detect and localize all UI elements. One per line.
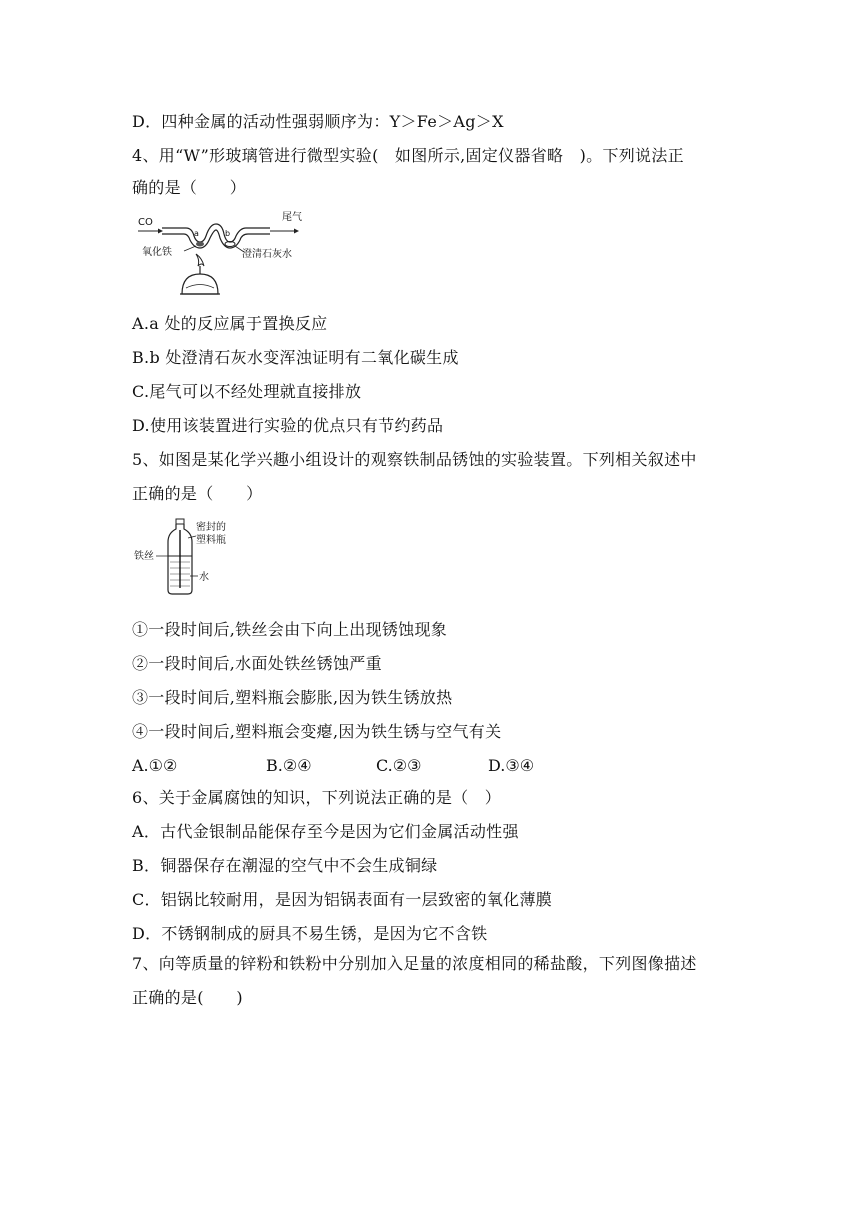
lamp-liquid-line (186, 285, 214, 289)
q5-stem-line1: 5、如图是某化学兴趣小组设计的观察铁制品锈蚀的实验装置。下列相关叙述中 (132, 450, 697, 469)
figure-label-co: CO (138, 217, 153, 228)
q5-option-d: D.③④ (488, 756, 535, 775)
iron-oxide-leader (184, 246, 196, 251)
q6-option-a: A．古代金银制品能保存至今是因为它们金属活动性强 (132, 822, 519, 841)
q7-stem-line2: 正确的是( ) (132, 988, 243, 1007)
q4-stem-line1: 4、用“W”形玻璃管进行微型实验( 如图所示,固定仪器省略 )。下列说法正 (132, 146, 684, 165)
q5-statement-4: ④一段时间后,塑料瓶会变瘪,因为铁生锈与空气有关 (132, 722, 502, 741)
q4-option-a: A.a 处的反应属于置换反应 (132, 314, 328, 333)
iron-wire-bottle-figure (132, 516, 242, 596)
bottle-cap (176, 519, 184, 524)
figure-label-wire: 铁丝 (134, 551, 154, 562)
w-tube-inner (162, 230, 270, 248)
figure-label-tail-gas: 尾气 (282, 212, 302, 223)
flame-icon (196, 254, 204, 266)
q5-statement-1: ①一段时间后,铁丝会由下向上出现锈蚀现象 (132, 620, 448, 639)
q5-option-c: C.②③ (376, 756, 422, 775)
co-arrowhead-icon (158, 229, 163, 234)
figure-label-sealed-1: 密封的 (196, 522, 226, 533)
figure-label-limewater: 澄清石灰水 (242, 249, 292, 260)
q5-statement-2: ②一段时间后,水面处铁丝锈蚀严重 (132, 654, 382, 673)
figure-label-b: b (225, 229, 231, 238)
figure-label-a: a (194, 229, 199, 238)
tail-gas-arrowhead-icon (294, 229, 299, 234)
q6-option-d: D．不锈钢制成的厨具不易生锈，是因为它不含铁 (132, 924, 488, 943)
q5-statement-3: ③一段时间后,塑料瓶会膨胀,因为铁生锈放热 (132, 688, 453, 707)
w-tube-apparatus-figure (132, 208, 322, 300)
q6-option-b: B．铜器保存在潮湿的空气中不会生成铜绿 (132, 856, 438, 875)
w-tube-outer (162, 224, 270, 242)
q5-option-a: A.①② (132, 756, 178, 775)
alcohol-lamp-icon (182, 274, 218, 294)
figure-label-iron-oxide: 氧化铁 (142, 247, 172, 258)
q3-option-d: D．四种金属的活动性强弱顺序为：Y＞Fe＞Ag＞X (132, 112, 504, 131)
figure-label-sealed-2: 塑料瓶 (196, 535, 226, 546)
q5-stem-line2: 正确的是（ ） (132, 484, 263, 503)
q4-stem-line2: 确的是（ ） (132, 178, 247, 197)
q6-option-c: C．铝锅比较耐用，是因为铝锅表面有一层致密的氧化薄膜 (132, 890, 553, 909)
iron-oxide-sample (196, 242, 204, 247)
q6-stem: 6、关于金属腐蚀的知识，下列说法正确的是（ ） (132, 788, 502, 807)
q5-option-b: B.②④ (266, 756, 312, 775)
q4-option-d: D.使用该装置进行实验的优点只有节约药品 (132, 416, 444, 435)
q7-stem-line1: 7、向等质量的锌粉和铁粉中分别加入足量的浓度相同的稀盐酸，下列图像描述 (132, 954, 697, 973)
q4-option-c: C.尾气可以不经处理就直接排放 (132, 382, 362, 401)
figure-label-water: 水 (199, 572, 209, 583)
q4-option-b: B.b 处澄清石灰水变浑浊证明有二氧化碳生成 (132, 348, 459, 367)
